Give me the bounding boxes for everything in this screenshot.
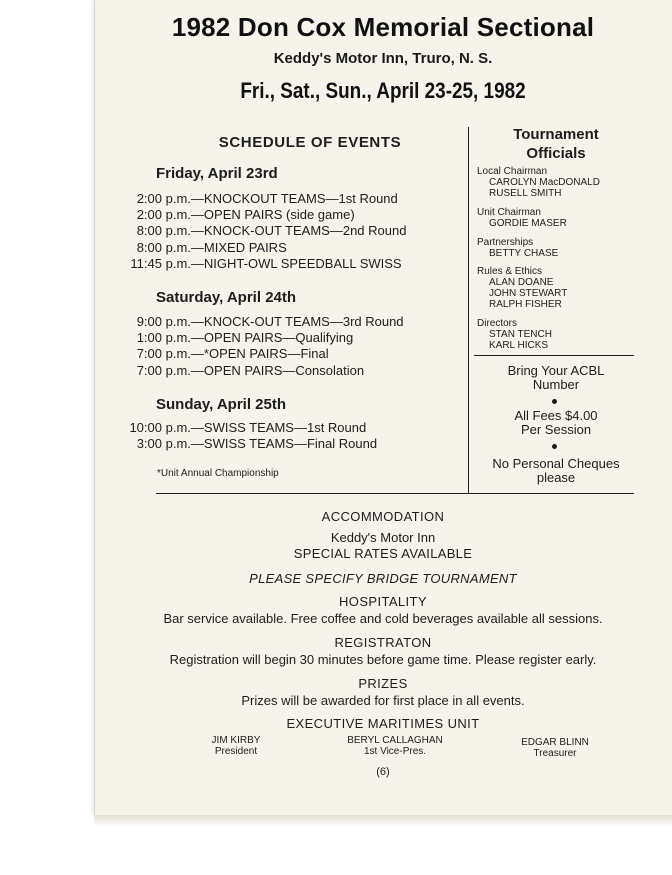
event-row [100,436,377,452]
page-number: (6) [376,766,390,778]
accommodation-hotel: Keddy's Motor Inn [330,530,436,545]
officials-heading-line2: Officials [526,145,586,162]
note-line: No Personal Cheques [492,456,620,471]
note-line: Per Session [520,422,592,437]
executive-member [505,737,605,759]
event-row [100,223,406,239]
day-heading-saturday: Saturday, April 24th [156,289,297,306]
official-name: STAN TENCH [489,329,552,340]
venue-line: Keddy's Motor Inn, Truro, N. S. [273,50,493,67]
executive-heading: EXECUTIVE MARITIMES UNIT [286,716,480,731]
official-role: Partnerships [477,237,534,248]
event-time: 7:00 [136,346,162,362]
event-time: 8:00 [136,223,162,239]
member-name: EDGAR BLINN [521,737,589,748]
event-row [100,191,406,207]
official-name: GORDIE MASER [489,218,567,229]
event-desc: p.m.—KNOCK-OUT TEAMS—2nd Round [165,223,407,239]
event-time: 1:00 [136,330,162,346]
event-time: 10:00 [129,420,162,435]
bullet-dot [552,399,557,404]
official-name: RALPH FISHER [489,299,562,310]
registration-heading: REGISTRATON [334,635,432,650]
event-desc: p.m.—NIGHT-OWL SPEEDBALL SWISS [165,255,402,271]
event-desc: p.m.—*OPEN PAIRS—Final [165,346,329,362]
note-line: All Fees $4.00 [514,408,598,423]
event-desc: p.m.—OPEN PAIRS (side game) [165,207,355,223]
event-dates: Fri., Sat., Sun., April 23-25, 1982 [240,78,526,103]
official-group-rules-ethics [477,266,567,310]
note-line: Bring Your ACBL [507,363,605,378]
page-shadow [94,815,672,827]
event-time: 9:00 [136,314,162,329]
member-title: Treasurer [533,748,577,759]
hospitality-text: Bar service available. Free coffee and cold beverages available all sessions. [163,611,603,626]
event-desc: p.m.—KNOCK-OUT TEAMS—3rd Round [165,314,404,329]
note-line: Number [532,377,580,392]
event-row [100,346,404,362]
section-divider [156,493,634,494]
event-time: 3:00 [136,436,162,452]
note-line: please [536,470,576,485]
official-name: RUSELL SMITH [489,188,562,199]
event-row [100,363,404,379]
fees-note [474,409,638,437]
officials-divider [474,355,634,356]
registration-text: Registration will begin 30 minutes before game time. Please register early. [169,652,597,667]
official-name: KARL HICKS [489,340,549,351]
day-heading-sunday: Sunday, April 25th [156,396,287,413]
prizes-text: Prizes will be awarded for first place in all events. [241,693,525,708]
accommodation-rates: SPECIAL RATES AVAILABLE [293,546,473,561]
official-group-directors [477,318,552,351]
hospitality-heading: HOSPITALITY [339,594,427,609]
executive-member [325,735,465,757]
official-role: Rules & Ethics [477,266,543,277]
bullet-dot [552,444,557,449]
member-title: President [214,746,258,757]
official-group-local-chairman [477,166,600,199]
event-desc: p.m.—SWISS TEAMS—1st Round [165,420,367,435]
official-name: CAROLYN MacDONALD [489,177,600,188]
sunday-events [100,420,377,452]
acbl-number-note [474,364,638,392]
event-time: 8:00 [136,239,162,255]
event-desc: p.m.—KNOCKOUT TEAMS—1st Round [165,191,398,206]
accommodation-note: PLEASE SPECIFY BRIDGE TOURNAMENT [249,571,517,586]
member-name: BERYL CALLAGHAN [347,735,443,746]
event-desc: p.m.—OPEN PAIRS—Qualifying [165,330,354,346]
event-desc: p.m.—SWISS TEAMS—Final Round [165,436,378,452]
event-row [100,420,377,436]
event-row [100,240,406,256]
official-role: Directors [477,318,518,329]
day-heading-friday: Friday, April 23rd [156,165,278,182]
official-role: Unit Chairman [477,207,541,218]
event-time: 7:00 [136,362,162,378]
event-row [100,314,404,330]
event-desc: p.m.—MIXED PAIRS [165,239,287,255]
page-title: 1982 Don Cox Memorial Sectional [171,12,595,42]
schedule-footnote: *Unit Annual Championship [157,468,279,479]
cheques-note [474,457,638,485]
official-name: ALAN DOANE [489,277,554,288]
official-name: BETTY CHASE [489,248,559,259]
executive-member [186,735,286,757]
column-divider [468,127,469,494]
event-time: 2:00 [136,207,162,223]
event-time: 11:45 [130,255,162,271]
officials-heading [476,125,636,163]
member-title: 1st Vice-Pres. [363,746,427,757]
event-desc: p.m.—OPEN PAIRS—Consolation [165,362,365,378]
event-time: 2:00 [136,191,162,206]
official-group-unit-chairman [477,207,567,229]
event-row [100,330,404,346]
accommodation-heading: ACCOMMODATION [321,509,445,524]
official-name: JOHN STEWART [489,288,568,299]
member-name: JIM KIRBY [211,735,261,746]
schedule-heading: SCHEDULE OF EVENTS [218,134,402,151]
officials-heading-line1: Tournament [513,126,599,143]
prizes-heading: PRIZES [358,676,408,691]
friday-events [100,191,406,272]
event-row [100,256,406,272]
dates-line-wrap [94,78,672,104]
official-role: Local Chairman [477,166,548,177]
official-group-partnerships [477,237,558,259]
event-row [100,207,406,223]
saturday-events [100,314,404,379]
